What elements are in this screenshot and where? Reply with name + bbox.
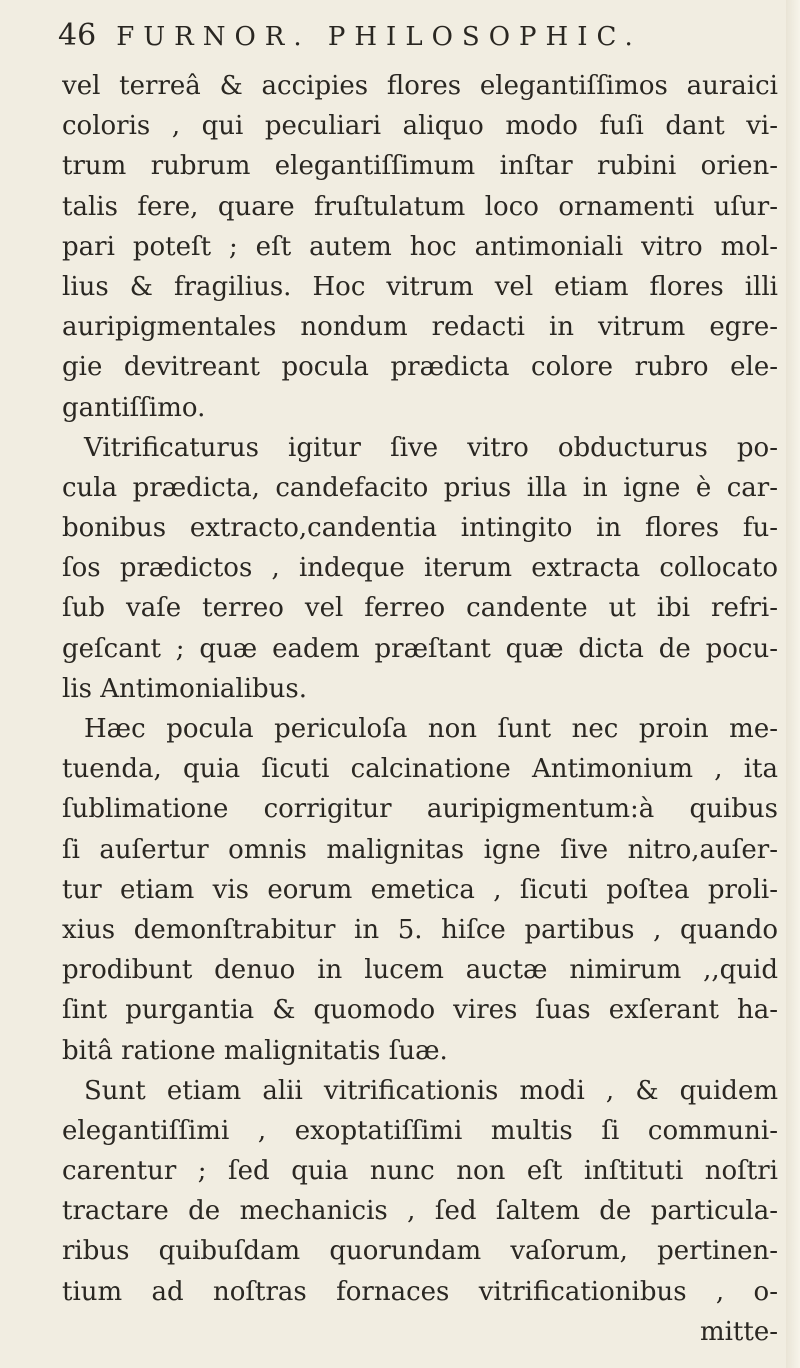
running-head: FURNOR. PHILOSOPHIC. (116, 22, 642, 52)
paragraph (62, 66, 778, 428)
text-line: tuenda, quia ſicuti calcinatione Antimonium , ita (62, 754, 778, 785)
text-line: ſint purgantia & quomodo vires ſuas exſerant ha- (62, 995, 778, 1026)
text-line: ſub vaſe terreo vel ferreo candente ut ibi refri- (62, 593, 778, 624)
text-line: pari poteſt ; eſt autem hoc antimoniali vitro mol- (62, 231, 778, 262)
text-line: geſcant ; quæ eadem præſtant quæ dicta de pocu- (62, 633, 778, 664)
paragraph (62, 428, 778, 709)
text-line: lius & fragilius. Hoc vitrum vel etiam flores illi (62, 271, 778, 302)
text-line: ſi auſertur omnis malignitas igne ſive nitro,auſer- (62, 834, 778, 865)
text-line: ribus quibuſdam quorundam vaſorum, pertinen- (62, 1236, 778, 1267)
text-line: elegantiſſimi , exoptatiſſimi multis ſi communi- (62, 1115, 778, 1146)
text-line: lis Antimonialibus. (62, 673, 308, 704)
paragraph (62, 1071, 778, 1312)
text-line: Hæc pocula periculoſa non ſunt nec proin me- (84, 714, 778, 744)
text-line: tractare de mechanicis , ſed ſaltem de particula- (62, 1196, 778, 1227)
body-text (62, 66, 778, 1352)
text-line: coloris , qui peculiari aliquo modo fuſi dant vi- (62, 111, 778, 142)
text-line: tur etiam vis eorum emetica , ſicuti poſtea proli- (62, 874, 778, 905)
page-edge (786, 0, 800, 1368)
text-line: cula prædicta, candefacito prius illa in igne è car- (62, 472, 778, 503)
catchword: mitte- (699, 1316, 778, 1347)
text-line: bitâ ratione malignitatis ſuæ. (62, 1035, 448, 1066)
page-number: 46 (58, 18, 97, 53)
text-line: ſublimatione corrigitur auripigmentum:à quibus (62, 794, 778, 825)
text-line: xius demonſtrabitur in 5. hiſce partibus , quando (62, 914, 778, 945)
text-line: carentur ; ſed quia nunc non eſt inſtituti noſtri (62, 1156, 778, 1187)
text-line: ſos prædictos , indeque iterum extracta collocato (62, 553, 778, 584)
text-line: tium ad noſtras fornaces vitrificationibus , o- (62, 1276, 778, 1307)
text-line: gantiſſimo. (62, 392, 206, 423)
paragraph (62, 709, 778, 1071)
text-line: Vitrificaturus igitur ſive vitro obducturus po- (84, 432, 778, 463)
text-line: talis fere, quare fruſtulatum loco ornamenti uſur- (62, 191, 778, 222)
text-line: gie devitreant pocula prædicta colore rubro ele- (62, 352, 778, 383)
text-line: prodibunt denuo in lucem auctæ nimirum ,,quid (62, 955, 778, 986)
text-line: auripigmentales nondum redacti in vitrum egre- (62, 312, 778, 343)
text-line: Sunt etiam alii vitrificationis modi , & quidem (84, 1075, 778, 1106)
text-line: vel terreâ & accipies flores elegantiſſimos auraici (62, 71, 778, 101)
page-header (58, 18, 778, 66)
text-line: bonibus extracto,candentia intingito in flores fu- (62, 513, 778, 544)
text-line: trum rubrum elegantiſſimum inſtar rubini orien- (62, 151, 778, 182)
